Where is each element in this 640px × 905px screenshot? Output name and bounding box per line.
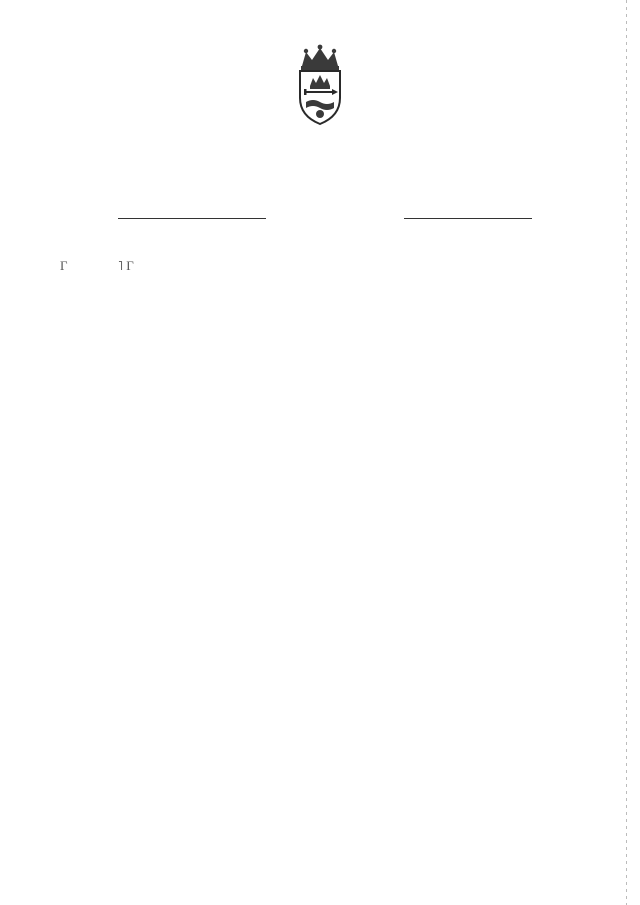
- number-field: [404, 198, 532, 219]
- date-field: [118, 198, 266, 219]
- registration-stamp: [40, 640, 62, 770]
- coat-of-arms-icon: [292, 44, 348, 126]
- corner-mark-left: Г: [60, 258, 68, 273]
- corner-mark-subject: ˥ Г: [118, 258, 134, 273]
- page-edge-divider: [626, 0, 627, 905]
